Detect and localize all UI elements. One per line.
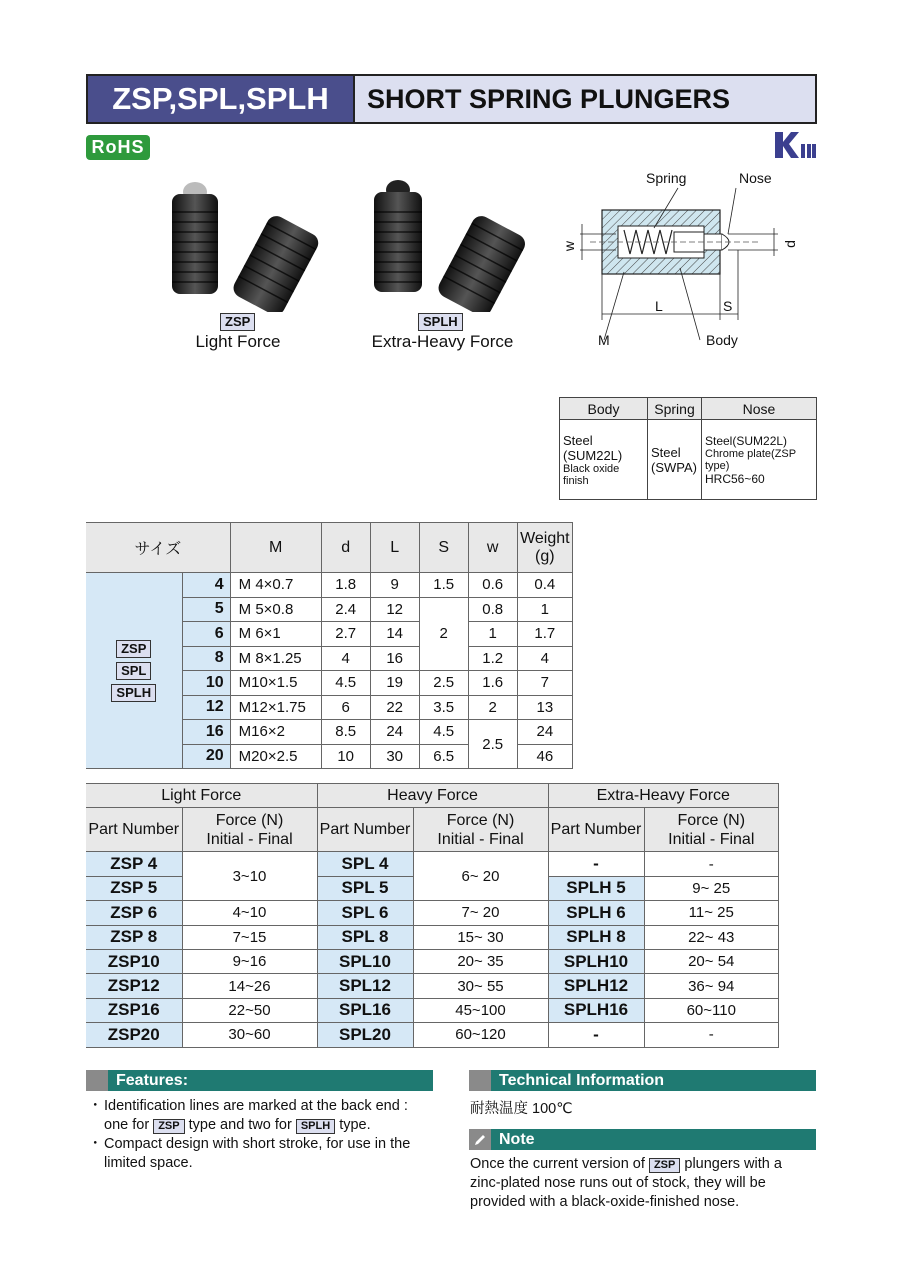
features-list — [88, 1097, 438, 1173]
materials-body-cell — [560, 420, 648, 500]
diagram-spring-label: Spring — [646, 170, 687, 186]
kipp-logo-icon — [773, 130, 817, 160]
dim-weight: 46 — [517, 744, 572, 769]
note-text: plungers with a — [684, 1156, 782, 1172]
extra-part: SPLH10 — [548, 949, 644, 973]
light-force: 4~10 — [182, 901, 317, 925]
light-part: ZSP 4 — [86, 852, 182, 876]
materials-body-line: (SUM22L) — [563, 447, 623, 463]
light-force: 9~16 — [182, 949, 317, 973]
dim-S: 2.5 — [419, 671, 468, 696]
table-row — [86, 852, 779, 876]
note-heading-text: Note — [499, 1130, 535, 1148]
dim-header-size: サイズ — [86, 523, 230, 573]
materials-table — [559, 397, 817, 500]
materials-header-body: Body — [560, 398, 648, 420]
dim-weight: 24 — [517, 720, 572, 745]
dim-w: 2 — [468, 695, 517, 720]
splh-caption: Extra-Heavy Force — [371, 332, 514, 351]
extra-force: 9~ 25 — [644, 876, 779, 900]
extra-part: SPLH 8 — [548, 925, 644, 949]
force-col-part: Part Number — [317, 808, 413, 852]
dim-L: 16 — [370, 646, 419, 671]
dim-S: 4.5 — [419, 720, 468, 745]
dim-w: 0.8 — [468, 597, 517, 622]
dim-size: 6 — [182, 622, 230, 647]
dim-S: 2 — [419, 597, 468, 671]
heavy-part: SPL10 — [317, 949, 413, 973]
dim-w: 2.5 — [468, 720, 517, 769]
force-col-force — [182, 808, 317, 852]
dim-L: 12 — [370, 597, 419, 622]
dim-header-S: S — [419, 523, 468, 573]
light-part: ZSP 8 — [86, 925, 182, 949]
dim-L: 9 — [370, 573, 419, 598]
rohs-badge: RoHS — [86, 135, 150, 160]
force-col-part: Part Number — [86, 808, 182, 852]
materials-header-nose: Nose — [702, 398, 817, 420]
heavy-part: SPL 6 — [317, 901, 413, 925]
note-heading — [469, 1129, 816, 1150]
heavy-part: SPL20 — [317, 1023, 413, 1047]
note-tag-zsp: ZSP — [649, 1158, 680, 1173]
extra-force: 60~110 — [644, 998, 779, 1022]
tech-text: 耐熱温度 100℃ — [470, 1101, 573, 1117]
heavy-force: 7~ 20 — [413, 901, 548, 925]
extra-part: - — [548, 1023, 644, 1047]
dim-S: 3.5 — [419, 695, 468, 720]
list-item — [88, 1135, 438, 1173]
table-row — [86, 949, 779, 973]
dim-M: M12×1.75 — [230, 695, 321, 720]
title-models: ZSP,SPL,SPLH — [88, 76, 355, 122]
zsp-product-image — [150, 172, 340, 312]
light-force: 14~26 — [182, 974, 317, 998]
title-bar — [86, 74, 817, 124]
force-col-force — [413, 808, 548, 852]
extra-force: - — [644, 1023, 779, 1047]
heavy-force: 6~ 20 — [413, 852, 548, 901]
dim-d: 4 — [321, 646, 370, 671]
dim-header-M: M — [230, 523, 321, 573]
dim-type-tag: SPL — [116, 662, 151, 680]
dim-size: 10 — [182, 671, 230, 696]
dim-weight: 7 — [517, 671, 572, 696]
dim-d: 2.7 — [321, 622, 370, 647]
materials-spring-cell — [648, 420, 702, 500]
force-table — [86, 783, 779, 1048]
title-name: SHORT SPRING PLUNGERS — [355, 76, 815, 122]
extra-part: SPLH 5 — [548, 876, 644, 900]
table-row — [86, 925, 779, 949]
dim-d: 1.8 — [321, 573, 370, 598]
diagram-nose-label: Nose — [739, 170, 772, 186]
feature-tag-splh: SPLH — [296, 1119, 335, 1134]
feature-text: type. — [339, 1117, 371, 1133]
dim-type-tag: ZSP — [116, 640, 151, 658]
tech-heading-text: Technical Information — [499, 1071, 665, 1089]
dim-size: 16 — [182, 720, 230, 745]
note-text: Once the current version of — [470, 1156, 645, 1172]
light-part: ZSP12 — [86, 974, 182, 998]
dim-L: 24 — [370, 720, 419, 745]
heavy-force: 20~ 35 — [413, 949, 548, 973]
splh-tag: SPLH — [418, 313, 463, 331]
dimensions-table — [86, 522, 573, 769]
light-part: ZSP 6 — [86, 901, 182, 925]
table-row — [86, 974, 779, 998]
dim-M: M16×2 — [230, 720, 321, 745]
dim-header-weight-unit: (g) — [535, 547, 555, 565]
heavy-part: SPL 4 — [317, 852, 413, 876]
heavy-force: 15~ 30 — [413, 925, 548, 949]
force-col-force-range: Initial - Final — [206, 830, 293, 848]
materials-spring-line: Steel — [651, 444, 681, 460]
heavy-part: SPL 5 — [317, 876, 413, 900]
light-force: 3~10 — [182, 852, 317, 901]
diagram-body-label: Body — [706, 332, 738, 348]
note-body — [470, 1155, 820, 1212]
feature-tag-zsp: ZSP — [153, 1119, 184, 1134]
dim-d: 6 — [321, 695, 370, 720]
dim-L: 19 — [370, 671, 419, 696]
force-group-extra: Extra-Heavy Force — [548, 784, 779, 808]
dim-weight: 1 — [517, 597, 572, 622]
diagram-L-label: L — [655, 298, 663, 314]
light-part: ZSP16 — [86, 998, 182, 1022]
table-row — [86, 901, 779, 925]
dim-weight: 1.7 — [517, 622, 572, 647]
table-row — [86, 998, 779, 1022]
dim-S: 1.5 — [419, 573, 468, 598]
bullet-dot-icon: ・ — [88, 1136, 103, 1152]
dim-d: 10 — [321, 744, 370, 769]
pencil-icon — [469, 1129, 491, 1150]
heavy-part: SPL 8 — [317, 925, 413, 949]
dim-d: 8.5 — [321, 720, 370, 745]
dim-L: 14 — [370, 622, 419, 647]
materials-nose-line: HRC56~60 — [705, 471, 765, 486]
dim-size: 20 — [182, 744, 230, 769]
splh-product-image — [360, 172, 550, 312]
dim-M: M 8×1.25 — [230, 646, 321, 671]
list-item — [88, 1097, 438, 1135]
force-col-force-range: Initial - Final — [437, 830, 524, 848]
dim-w: 0.6 — [468, 573, 517, 598]
note-line: zinc-plated nose runs out of stock, they will be — [470, 1175, 766, 1191]
feature-text: type and two for — [188, 1117, 292, 1133]
force-col-force — [644, 808, 779, 852]
dim-L: 22 — [370, 695, 419, 720]
dim-w: 1 — [468, 622, 517, 647]
feature-line — [104, 1116, 408, 1135]
force-col-force-label: Force (N) — [215, 811, 284, 829]
force-col-part: Part Number — [548, 808, 644, 852]
dim-header-d: d — [321, 523, 370, 573]
dim-L: 30 — [370, 744, 419, 769]
heavy-force: 60~120 — [413, 1023, 548, 1047]
dim-size: 12 — [182, 695, 230, 720]
dim-size: 4 — [182, 573, 230, 598]
light-part: ZSP 5 — [86, 876, 182, 900]
tech-heading — [469, 1070, 816, 1091]
heavy-force: 30~ 55 — [413, 974, 548, 998]
dim-d: 2.4 — [321, 597, 370, 622]
note-line: provided with a black-oxide-finished nose. — [470, 1194, 740, 1210]
zsp-caption: Light Force — [195, 332, 281, 351]
dim-w: 1.2 — [468, 646, 517, 671]
feature-line: Identification lines are marked at the back end : — [104, 1098, 408, 1114]
features-heading-text: Features: — [116, 1071, 189, 1089]
feature-line: limited space. — [104, 1155, 193, 1171]
heavy-part: SPL16 — [317, 998, 413, 1022]
dim-type-tag: SPLH — [111, 684, 156, 702]
table-row — [86, 1023, 779, 1047]
materials-body-line: Black oxide finish — [563, 462, 620, 487]
force-col-force-range: Initial - Final — [668, 830, 755, 848]
features-heading-marker — [86, 1070, 108, 1091]
dim-weight: 13 — [517, 695, 572, 720]
diagram-M-label: M — [598, 332, 610, 348]
dim-M: M 4×0.7 — [230, 573, 321, 598]
force-col-force-label: Force (N) — [677, 811, 746, 829]
dim-M: M10×1.5 — [230, 671, 321, 696]
dim-d: 4.5 — [321, 671, 370, 696]
dim-header-L: L — [370, 523, 419, 573]
diagram-w-label: w — [561, 240, 578, 252]
light-force: 7~15 — [182, 925, 317, 949]
dim-type-cell — [86, 573, 182, 769]
cross-section-diagram — [560, 168, 800, 353]
bullet-dot-icon: ・ — [88, 1098, 103, 1114]
dim-header-weight — [517, 523, 572, 573]
dim-w: 1.6 — [468, 671, 517, 696]
feature-line: Compact design with short stroke, for use in the — [104, 1136, 411, 1152]
dim-weight: 0.4 — [517, 573, 572, 598]
materials-body-line: Steel — [563, 432, 593, 448]
extra-force: 11~ 25 — [644, 901, 779, 925]
heavy-part: SPL12 — [317, 974, 413, 998]
light-force: 22~50 — [182, 998, 317, 1022]
materials-nose-cell — [702, 420, 817, 500]
diagram-S-label: S — [723, 298, 733, 314]
extra-part: SPLH12 — [548, 974, 644, 998]
dim-M: M20×2.5 — [230, 744, 321, 769]
dim-size: 5 — [182, 597, 230, 622]
feature-text: one for — [104, 1117, 150, 1133]
dim-M: M 5×0.8 — [230, 597, 321, 622]
light-force: 30~60 — [182, 1023, 317, 1047]
light-part: ZSP20 — [86, 1023, 182, 1047]
dim-M: M 6×1 — [230, 622, 321, 647]
extra-part: - — [548, 852, 644, 876]
dim-weight: 4 — [517, 646, 572, 671]
materials-header-spring: Spring — [648, 398, 702, 420]
zsp-tag: ZSP — [220, 313, 255, 331]
extra-force: - — [644, 852, 779, 876]
materials-spring-line: (SWPA) — [651, 459, 697, 475]
features-heading — [86, 1070, 433, 1091]
note-line — [470, 1155, 820, 1174]
dim-S: 6.5 — [419, 744, 468, 769]
extra-part: SPLH 6 — [548, 901, 644, 925]
extra-force: 36~ 94 — [644, 974, 779, 998]
materials-nose-line: Steel(SUM22L) — [705, 433, 788, 448]
dim-header-weight-label: Weight — [520, 529, 570, 547]
extra-force: 22~ 43 — [644, 925, 779, 949]
heavy-force: 45~100 — [413, 998, 548, 1022]
dim-header-w: w — [468, 523, 517, 573]
tech-heading-marker — [469, 1070, 491, 1091]
diagram-d-label: d — [781, 240, 798, 248]
table-row — [86, 573, 573, 598]
force-group-heavy: Heavy Force — [317, 784, 548, 808]
extra-force: 20~ 54 — [644, 949, 779, 973]
force-col-force-label: Force (N) — [446, 811, 515, 829]
extra-part: SPLH16 — [548, 998, 644, 1022]
force-group-light: Light Force — [86, 784, 317, 808]
materials-nose-line: Chrome plate(ZSP type) — [705, 447, 796, 472]
light-part: ZSP10 — [86, 949, 182, 973]
dim-size: 8 — [182, 646, 230, 671]
